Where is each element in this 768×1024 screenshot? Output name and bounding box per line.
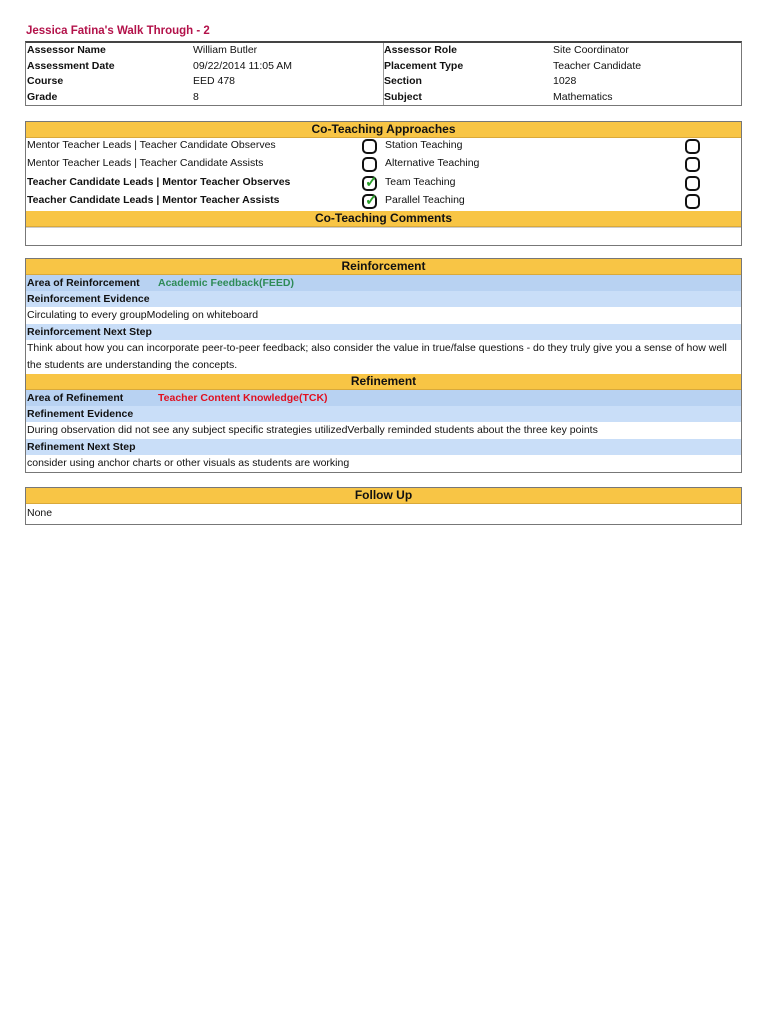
area-of-reinforcement-row [26,275,741,291]
refinement-evidence-text: During observation did not see any subject specific strategies utilizedVerbally reminded students about the three key points [26,422,741,439]
approach-label: Teacher Candidate Leads | Mentor Teacher Assists [27,194,280,206]
section-label: Section [384,75,422,88]
page-title: Jessica Fatina's Walk Through - 2 [26,25,210,37]
follow-up-header: Follow Up [26,488,741,504]
subject-label: Subject [384,90,422,103]
section-value: 1028 [553,75,577,88]
approach-checkbox[interactable] [685,194,700,209]
approach-label: Parallel Teaching [385,194,465,206]
assessor-name-value: William Butler [193,44,258,56]
assessment-date-value: 09/22/2014 11:05 AM [193,59,293,72]
reinforcement-next-step-text: Think about how you can incorporate peer-to-peer feedback; also consider the value in true/false questions - do they truly give you a sense of how well the students are understanding the concepts. [26,340,741,374]
assessor-role-label: Assessor Role [384,44,457,56]
approach-checkbox-checked[interactable] [362,194,377,209]
reinforcement-evidence-text: Circulating to every groupModeling on whiteboard [26,307,741,324]
reinforcement-header: Reinforcement [26,259,741,275]
refinement-header: Refinement [26,374,741,390]
co-teaching-approaches-list [26,138,741,211]
approach-checkbox[interactable] [362,157,377,172]
area-of-refinement-value: Teacher Content Knowledge(TCK) [158,392,328,404]
approach-checkbox[interactable] [685,157,700,172]
grade-value: 8 [193,90,199,103]
checkmark-icon: ✓ [365,192,378,209]
info-row [26,59,741,75]
co-teaching-comments-text [26,227,741,245]
refinement-next-step-text: consider using anchor charts or other visuals as students are working [26,455,741,472]
assessor-name-label: Assessor Name [27,44,106,56]
follow-up-section [25,487,742,525]
approach-checkbox-checked[interactable] [362,176,377,191]
area-of-refinement-label: Area of Refinement [27,392,124,404]
assessor-role-value: Site Coordinator [553,44,629,56]
checkmark-icon: ✓ [365,174,378,191]
grade-label: Grade [27,90,58,103]
co-teaching-approaches-header: Co-Teaching Approaches [26,122,741,138]
approach-checkbox[interactable] [362,139,377,154]
refinement-evidence-label: Refinement Evidence [26,406,741,422]
area-of-refinement-row [26,390,741,406]
approach-label: Team Teaching [385,176,456,188]
co-teaching-section [25,121,742,246]
assessment-date-label: Assessment Date [27,59,115,72]
approach-label: Station Teaching [385,139,463,151]
reinforcement-next-step-label: Reinforcement Next Step [26,324,741,340]
placement-type-value: Teacher Candidate [553,59,642,72]
approach-label: Mentor Teacher Leads | Teacher Candidate Observes [27,139,276,151]
follow-up-text: None [26,504,741,524]
assessment-info-table [25,41,742,106]
refinement-next-step-label: Refinement Next Step [26,439,741,455]
co-teaching-comments-header: Co-Teaching Comments [26,211,741,227]
approach-checkbox[interactable] [685,176,700,191]
info-row [26,74,741,90]
subject-value: Mathematics [553,90,613,103]
info-row [26,90,741,106]
approach-label: Alternative Teaching [385,157,480,169]
course-label: Course [27,75,64,88]
area-of-reinforcement-label: Area of Reinforcement [27,277,140,289]
info-row [26,43,741,59]
approach-label: Mentor Teacher Leads | Teacher Candidate Assists [27,157,264,169]
area-of-reinforcement-value: Academic Feedback(FEED) [158,277,294,289]
placement-type-label: Placement Type [384,59,464,72]
approach-label: Teacher Candidate Leads | Mentor Teacher Observes [27,176,291,188]
reinforcement-refinement-section [25,258,742,473]
approach-checkbox[interactable] [685,139,700,154]
course-value: EED 478 [193,75,236,88]
reinforcement-evidence-label: Reinforcement Evidence [26,291,741,307]
